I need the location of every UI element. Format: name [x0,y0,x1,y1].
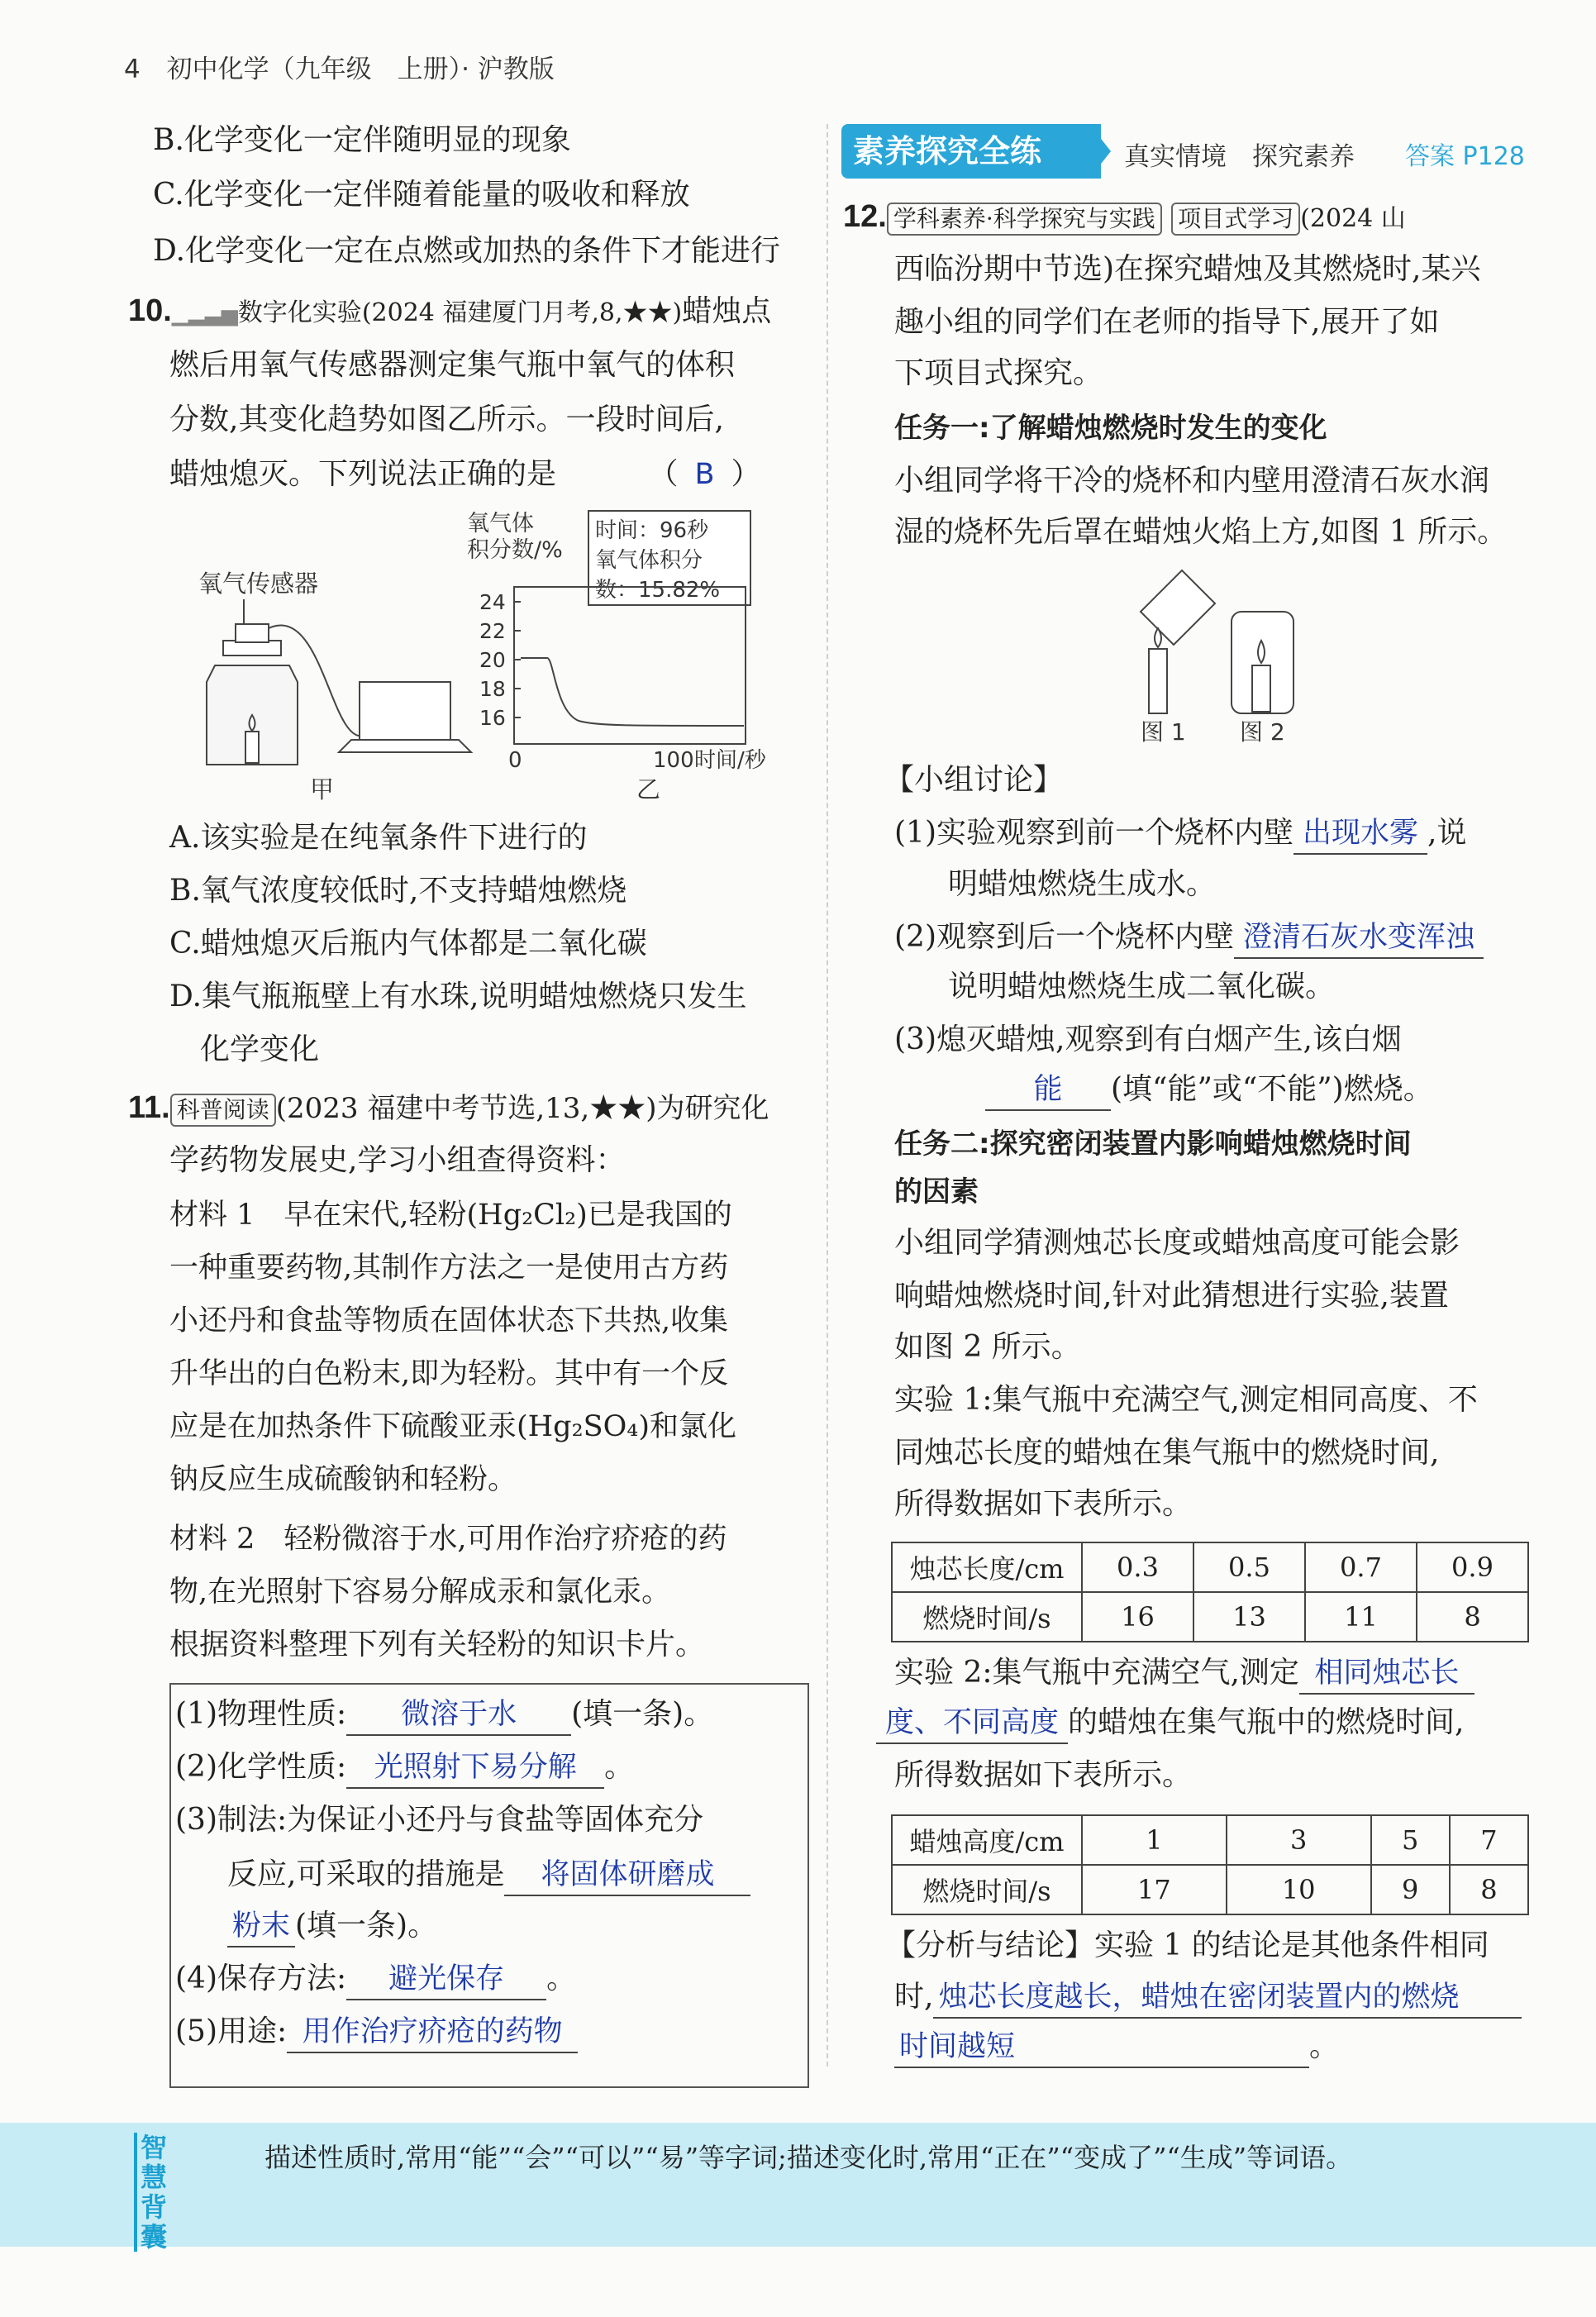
card-2-answer: 光照射下易分解 [346,1747,604,1789]
q10-option-b: B.氧气浓度较低时,不支持蜡烛燃烧 [169,874,627,908]
table-cell: 5 [1371,1815,1450,1865]
table-cell: 燃烧时间/s [892,1592,1082,1642]
exp2-answer-1: 相同烛芯长 [1299,1653,1475,1695]
caption-right: 乙 [636,775,661,803]
book-title: 初中化学（九年级 上册）· 沪教版 [166,55,555,84]
table-cell: 10 [1227,1865,1371,1914]
table-cell: 8 [1417,1592,1528,1642]
card-item-3c [227,1906,437,1948]
q9-option-b: B.化学变化一定伴随明显的现象 [153,123,571,157]
sensor-probe [236,624,269,642]
conclusion-post: 。 [1309,2029,1340,2063]
d3-answer: 能 [985,1070,1111,1111]
m1-line-4: 应是在加热条件下硫酸亚汞(Hg₂SO₄)和氯化 [169,1410,736,1443]
q11-number: 11. [128,1090,170,1125]
exp2-answer-2: 度、不同高度 [876,1703,1068,1744]
page-number: 4 [124,55,141,84]
table-cell: 0.5 [1193,1542,1305,1592]
conclusion-answer-1: 烛芯长度越长，蜡烛在密闭装置内的燃烧 [933,1977,1522,2019]
page-header [124,48,555,85]
laptop-base [339,740,471,752]
q10-stem-0: 蜡烛点 [682,294,772,328]
card-item-5 [175,2012,578,2053]
candle-2 [1252,665,1270,712]
task2-heading-1: 任务二:探究密闭装置内影响蜡烛燃烧时间 [894,1128,1412,1161]
q10-answer: B [694,458,715,491]
inverted-beaker [1141,570,1215,645]
m2-line-1: 物,在光照射下容易分解成汞和氯化汞。 [169,1576,671,1609]
conclusion-pre: 时, [894,1980,934,2014]
q9-option-d: D.化学变化一定在点燃或加热的条件下才能进行 [153,234,781,268]
exp2-line-3: 所得数据如下表所示。 [894,1758,1193,1792]
table-wick-length [891,1542,1529,1642]
column-divider [827,124,828,2067]
card-2-note: 。 [604,1750,635,1784]
card-item-2 [175,1747,634,1789]
table-row [892,1815,1528,1865]
q12-intro-1: 趣小组的同学们在老师的指导下,展开了如 [894,305,1440,339]
task1-line-1: 湿的烧杯先后罩在蜡烛火焰上方,如图 1 所示。 [894,515,1508,549]
tip-tag: 智慧背囊 [134,2133,175,2252]
discuss-2 [894,918,1484,959]
exp2-text: 实验 2:集气瓶中充满空气,测定 [894,1656,1299,1690]
q12-tag-1: 学科素养·科学探究与实践 [887,203,1162,236]
task1-heading: 任务一:了解蜡烛燃烧时发生的变化 [894,412,1327,445]
card-1-label: (1)物理性质: [175,1697,347,1731]
chart-ytick: 20 [479,648,506,672]
callout-line-2: 氧气体积分 [595,548,703,573]
chart-ytick: 16 [479,706,506,730]
card-4-label: (4)保存方法: [175,1962,347,1995]
q12-intro-2: 下项目式探究。 [894,356,1103,390]
task1-line-0: 小组同学将干冷的烧杯和内壁用澄清石灰水润 [894,464,1490,498]
discuss-1 [894,813,1466,855]
q10-option-a: A.该实验是在纯氧条件下进行的 [169,821,588,855]
q10-number: 10. [128,293,172,328]
conclusion-line-1: 【分析与结论】实验 1 的结论是其他条件相同 [886,1928,1489,1962]
q10-option-c: C.蜡烛熄灭后瓶内气体都是二氧化碳 [169,927,647,961]
card-4-answer: 避光保存 [346,1959,546,2000]
card-item-3b [227,1855,750,1896]
candle [245,732,259,763]
chart-xlabel: 时间/秒 [694,748,766,773]
q12-intro-0: 西临汾期中节选)在探究蜡烛及其燃烧时,某兴 [894,252,1481,286]
fig1-caption: 图 1 [1141,718,1186,746]
d1-answer: 出现水雾 [1293,813,1427,855]
oxygen-curve [521,658,744,726]
table-candle-height [891,1814,1529,1915]
q10-tag: 数字化实验 [237,298,362,327]
q11-source: (2023 福建中考节选,13,★★)为研究化 [275,1092,769,1125]
table-cell: 7 [1450,1815,1528,1865]
m1-line-2: 小还丹和食盐等物质在固体状态下共热,收集 [169,1304,729,1337]
m1-line-1: 一种重要药物,其制作方法之一是使用古方药 [169,1251,729,1285]
card-item-4 [175,1959,576,2000]
d3-post: (填“能”或“不能”)燃烧。 [1111,1072,1433,1106]
table-cell: 1 [1082,1815,1227,1865]
d2-answer: 澄清石灰水变浑浊 [1234,918,1484,959]
table-row [892,1865,1528,1914]
q10-source: (2024 福建厦门月考,8,★★) [361,298,683,327]
signal-icon: ▁▂▃▅ [171,302,238,327]
task2-line-2: 如图 2 所示。 [894,1330,1081,1364]
card-2-label: (2)化学性质: [175,1750,347,1784]
d1-post: ,说 [1427,816,1467,850]
fig2-caption: 图 2 [1240,718,1285,746]
task2-line-0: 小组同学猜测烛芯长度或蜡烛高度可能会影 [894,1226,1460,1260]
chart-ytick: 18 [479,677,506,701]
task2-heading-2: 的因素 [894,1175,979,1209]
callout-line-3: 数：15.82% [595,578,721,603]
discuss-3-line2 [985,1070,1433,1111]
conclusion-line-3 [894,2027,1339,2068]
card-3-answer-2: 粉末 [227,1906,295,1948]
q11-first-line [128,1088,769,1128]
table-row [892,1592,1528,1642]
q10-option-d-cont: 化学变化 [200,1032,320,1066]
chart-origin: 0 [508,748,522,773]
sensor-label: 氧气传感器 [198,570,319,598]
chart-ytick: 22 [479,619,506,643]
card-intro: 根据资料整理下列有关轻粉的知识卡片。 [169,1628,706,1661]
callout-line-1: 时间：96秒 [595,518,709,543]
m1-line-5: 钠反应生成硫酸钠和轻粉。 [169,1463,517,1496]
d2-text: (2)观察到后一个烧杯内壁 [894,920,1234,954]
flame-2-icon [1258,641,1265,663]
table-cell: 0.7 [1305,1542,1417,1592]
discuss-1-line2: 明蜡烛燃烧生成水。 [948,867,1217,901]
conclusion-line-2 [894,1977,1522,2019]
chart-ylabel-2: 积分数/% [467,537,563,563]
flame-icon [250,715,255,731]
tip-text: 描述性质时,常用“能”“会”“可以”“易”等字词;描述变化时,常用“正在”“变成了”“生成”等词语。 [264,2142,1353,2173]
candle-figures [1124,562,1322,752]
banner-title: 素养探究全练 [841,124,1101,179]
q11-stem2: 学药物发展史,学习小组查得资料： [169,1143,626,1177]
card-5-label: (5)用途: [175,2014,288,2048]
q12-tag-2: 项目式学习 [1171,203,1300,236]
exp2-line-1 [894,1653,1475,1695]
banner-sub: 真实情境 探究素养 [1124,142,1355,172]
card-item-1 [175,1695,713,1736]
chart-xtick-100: 100 [653,748,694,773]
candle-1 [1149,649,1167,713]
d1-text: (1)实验观察到前一个烧杯内壁 [894,816,1293,850]
q9-option-c: C.化学变化一定伴随着能量的吸收和释放 [153,178,690,212]
q10-stem-1: 燃后用氧气传感器测定集气瓶中氧气的体积 [169,348,736,382]
card-1-note: (填一条)。 [571,1697,714,1731]
m1-line-0: 材料 1 早在宋代,轻粉(Hg₂Cl₂)已是我国的 [169,1199,732,1232]
discuss-heading: 【小组讨论】 [884,763,1064,797]
q10-stem-last: 蜡烛熄灭。下列说法正确的是 （ B ） [169,457,761,491]
exp1-line-1: 同烛芯长度的蜡烛在集气瓶中的燃烧时间, [894,1436,1440,1470]
q11-tag: 科普阅读 [170,1094,276,1127]
q12-first-line [843,197,1406,239]
q10-figure [165,504,810,810]
card-1-answer: 微溶于水 [346,1695,571,1736]
q12-source-a: (2024 山 [1300,204,1406,233]
card-5-answer: 用作治疗疥疮的药物 [287,2012,578,2053]
exp2-line-2 [876,1703,1464,1744]
q10-option-d: D.集气瓶瓶壁上有水珠,说明蜡烛燃烧只发生 [169,980,747,1013]
discuss-3: (3)熄灭蜡烛,观察到有白烟产生,该白烟 [894,1023,1402,1056]
q10-stem-2: 分数,其变化趋势如图乙所示。一段时间后, [169,403,724,436]
chart-frame [514,587,746,744]
card-4-note: 。 [546,1962,577,1995]
card-3-note: (填一条)。 [295,1909,438,1943]
card-3-label: 反应,可采取的措施是 [227,1857,505,1891]
q10-first-line [128,291,771,334]
chart-ytick: 24 [479,590,506,614]
flame-1-icon [1155,628,1161,647]
conclusion-answer-2: 时间越短 [894,2027,1309,2068]
card-item-3a: (3)制法:为保证小还丹与食盐等固体充分 [175,1803,704,1837]
discuss-2-line2: 说明蜡烛燃烧生成二氧化碳。 [948,970,1336,1004]
banner-answer-ref: 答案 P128 [1405,142,1525,171]
table-cell: 8 [1450,1865,1528,1914]
table-cell: 燃烧时间/s [892,1865,1082,1914]
laptop-screen [360,682,450,740]
table-cell: 13 [1193,1592,1305,1642]
table-cell: 11 [1305,1592,1417,1642]
table-cell: 烛芯长度/cm [892,1542,1082,1592]
card-3-answer-1: 将固体研磨成 [504,1855,750,1896]
table-cell: 0.3 [1082,1542,1193,1592]
caption-left: 甲 [310,775,335,803]
q10-stem-3: 蜡烛熄灭。下列说法正确的是 [169,457,557,491]
exp1-line-0: 实验 1:集气瓶中充满空气,测定相同高度、不 [894,1383,1478,1417]
table-cell: 3 [1227,1815,1371,1865]
q12-number: 12. [843,199,887,234]
m2-line-0: 材料 2 轻粉微溶于水,可用作治疗疥疮的药 [169,1523,727,1556]
chart-ylabel-1: 氧气体 [467,511,534,536]
table-row [892,1542,1528,1592]
banner-arrow [1089,124,1111,179]
exp2-post: 的蜡烛在集气瓶中的燃烧时间, [1068,1705,1465,1739]
exp1-line-2: 所得数据如下表所示。 [894,1487,1193,1521]
m1-line-3: 升华出的白色粉末,即为轻粉。其中有一个反 [169,1357,729,1390]
task2-line-1: 响蜡烛燃烧时间,针对此猜想进行实验,装置 [894,1279,1449,1313]
table-cell: 0.9 [1417,1542,1528,1592]
table-cell: 蜡烛高度/cm [892,1815,1082,1865]
table-cell: 16 [1082,1592,1193,1642]
table-cell: 17 [1082,1865,1227,1914]
table-cell: 9 [1371,1865,1450,1914]
